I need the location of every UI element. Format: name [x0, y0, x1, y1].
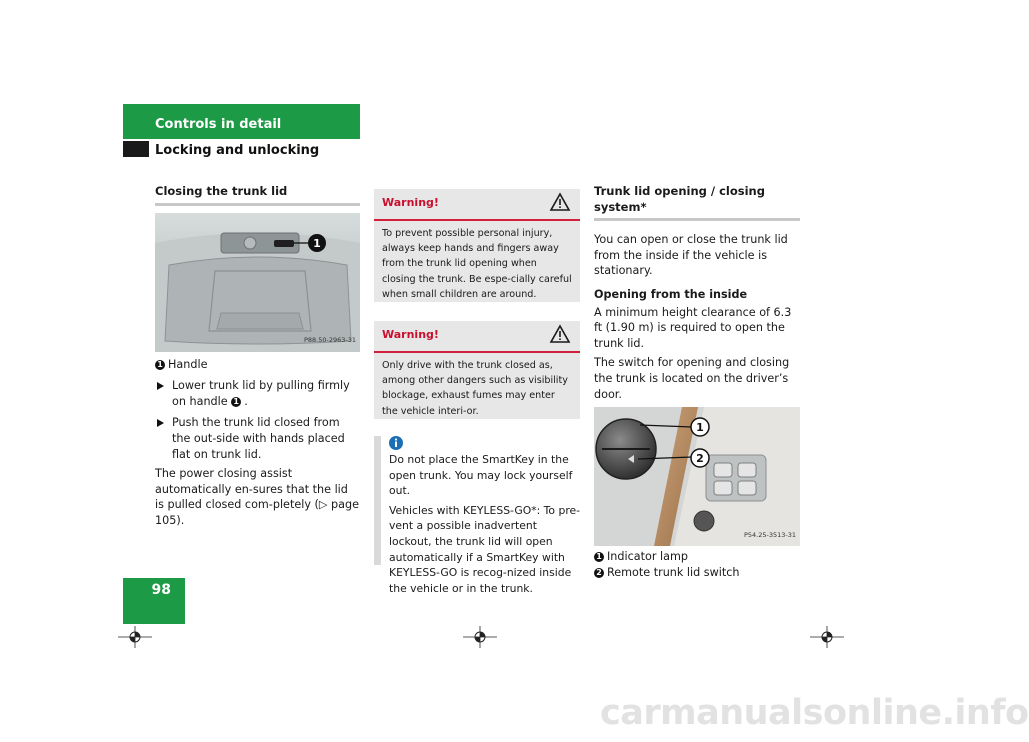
trunk-lid-illustration — [155, 213, 360, 352]
warning-triangle-icon — [550, 325, 570, 343]
info-icon — [389, 436, 403, 450]
power-closing-note: The power closing assist automatically en-sures that the lid is pulled closed com-pletely (▷ page 105). — [155, 467, 359, 527]
warning-header — [374, 189, 580, 221]
door-switch-figure — [594, 407, 800, 546]
subsection-title: Locking and unlocking — [155, 143, 320, 158]
section-title: Controls in detail — [155, 117, 282, 132]
figure-code: P54.25-3513-31 — [743, 530, 796, 539]
door-switch-illustration — [594, 407, 800, 546]
info-paragraph-2: Vehicles with KEYLESS-GO*: To pre-vent a possible inadvertent lockout, the trunk lid will open automatically if a SmartKey with KEYLESS-GO is recog-nized inside the vehicle or in the trunk. — [389, 503, 581, 595]
callout-badge-ref: 1 — [231, 397, 241, 407]
opening-inside-subheading: Opening from the inside — [594, 287, 748, 301]
warning-triangle-icon — [550, 193, 570, 211]
crop-mark-icon — [463, 626, 497, 648]
intro-paragraph: You can open or close the trunk lid from the inside if the vehicle is stationary. — [594, 233, 788, 278]
right-column — [594, 184, 800, 580]
closing-trunk-heading: Closing the trunk lid — [155, 184, 288, 198]
left-column — [155, 184, 360, 529]
switch-location-paragraph: The switch for opening and closing the trunk is located on the driver’s door. — [594, 356, 790, 401]
legend-item-1: 1 Indicator lamp — [594, 549, 800, 565]
figure-code: P88.50-2963-31 — [303, 336, 356, 344]
page-number: 98 — [151, 582, 171, 598]
warning-text: Only drive with the trunk closed as, among other dangers such as visibility blockage, exhaust fumes may enter the vehicle interi-or. — [382, 360, 568, 417]
instruction-bullet-1: Lower trunk lid by pulling firmly on handle 1 . — [155, 378, 360, 409]
callout-badge-1: 1 — [155, 360, 165, 370]
info-box — [389, 436, 581, 596]
legend-item: 1 Handle — [155, 357, 360, 373]
warning-header — [374, 321, 580, 353]
instruction-bullet-2: Push the trunk lid closed from the out-side with hands placed flat on trunk lid. — [155, 415, 360, 462]
heading-rule — [155, 203, 360, 206]
heading-rule — [594, 218, 800, 221]
warning-title: Warning! — [382, 328, 439, 341]
watermark: carmanualsonline.info — [600, 693, 1029, 733]
info-paragraph-1: Do not place the SmartKey in the open trunk. You may lock yourself out. — [389, 453, 573, 498]
crop-mark-icon — [810, 626, 844, 648]
info-sidebar — [374, 436, 381, 565]
warning-title: Warning! — [382, 196, 439, 209]
figure-callout-1: 1 — [696, 421, 704, 435]
subsection-marker — [123, 141, 149, 157]
clearance-paragraph: A minimum height clearance of 6.3 ft (1.90 m) is required to open the trunk lid. — [594, 305, 792, 350]
crop-mark-icon — [118, 626, 152, 648]
legend-item-2: 2 Remote trunk lid switch — [594, 565, 800, 581]
warning-box-2 — [374, 321, 580, 419]
warning-box-1 — [374, 189, 580, 302]
warning-text: To prevent possible personal injury, always keep hands and fingers away from the trunk lid opening when closing the trunk. Be espe-cially careful when small children are around. — [382, 228, 572, 300]
figure-callout-1: 1 — [313, 236, 321, 250]
trunk-system-heading: Trunk lid opening / closing system* — [594, 184, 765, 214]
figure-callout-2: 2 — [696, 452, 704, 466]
trunk-lid-figure — [155, 213, 360, 352]
